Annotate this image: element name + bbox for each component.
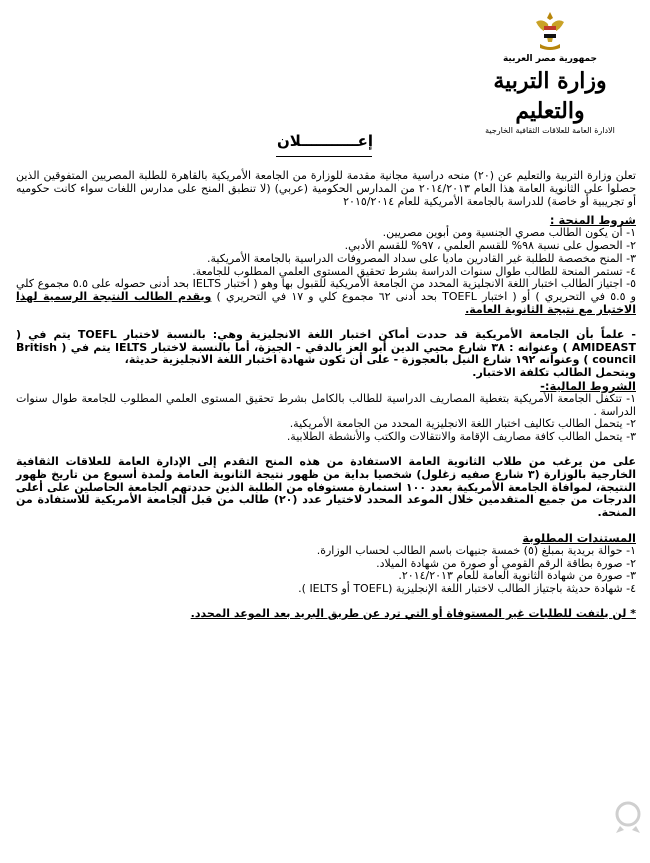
documents-heading: المستندات المطلوبة	[522, 530, 636, 545]
condition-item: ٣- المنح مخصصة للطلبة غير القادرين ماديا على سداد المصروفات الدراسية بالجامعة الأمريكية.	[207, 251, 636, 265]
intro-paragraph: تعلن وزارة التربية والتعليم عن (٢٠) منحه دراسية مجانية مقدمة للوزارة من الجامعة الأمريكية بالقاهرة للطلبة المصريين المتفوقين الذين حصلوا على الثانوية العامة هذا العام ٢٠١٤/٢٠١٣ من المدارس الحكومية (عربي) (لا تنطبق المنح على مدارس اللغات سواء كانت حكوميه أو تجريبية أو خاصة) للدراسة بالجامعة الأمريكية للعام ٢٠١٥/٢٠١٤	[16, 169, 637, 208]
condition-item: ٤- تستمر المنحة للطالب طوال سنوات الدراسة بشرط تحقيق المستوى العلمي المطلوب للجامعة.	[192, 264, 636, 278]
announcement-body	[16, 170, 636, 621]
financial-item: ٣- يتحمل الطالب كافة مصاريف الإقامة والانتقالات والكتب والأنشطة الطلابية.	[286, 430, 636, 444]
document-item: ١- حوالة بريدية بمبلغ (٥) خمسة جنيهات باسم الطالب لحساب الوزارة.	[316, 543, 636, 557]
document-item: ٤- شهادة حديثة باجتياز الطالب لاختبار اللغة الإنجليزية (TOEFL أو IELTS ).	[298, 582, 636, 596]
financial-item: ١- تتكفل الجامعة الأمريكية بتغطية المصاريف الدراسية للطالب بالكامل بشرط تحقيق المستوى العلمي المطلوب للجامعة طوال سنوات الدراسة .	[16, 391, 636, 418]
condition-item: ٢- الحصول على نسبة ٩٨% للقسم العلمي ، ٩٧% للقسم الأدبي.	[344, 238, 636, 252]
page-title: إعـــــــــــلان	[277, 132, 373, 150]
condition-item-text: ٥- اجتياز الطالب اختبار اللغة الانجليزية المحدد من الجامعة الأمريكية للقبول بها وهو ( اختبار IELTS بحد أدنى حصوله على ٥.٥ مجموع كلي و ٥.٥ في التحريري ) أو ( اختبار TOEFL بحد أدنى ٦٢ مجموع كلي و ١٧ في التحريري )	[16, 277, 637, 304]
test-cost-notice: ويتحمل الطالب تكلفة الاختبار.	[472, 366, 636, 380]
test-locations-notice: - علماً بأن الجامعة الأمريكية قد حددت أماكن اختبار اللغة الانجليزية وهي: بالنسبة لاختبار TOEFL يتم في ( AMIDEAST ) وعنوانه : ٣٨ شارع محيي الدين أبو العز بالدقي - الجيزة، أما بالنسبة لاختبار IELTS يتم في ( British council ) وعنوانه ١٩٢ شارع النيل بالعجوزة - على أن تكون شهادة اختبار اللغة الانجليزية حديثة،	[16, 327, 636, 367]
condition-item-note: ويقدم الطالب النتيجة الرسمية لهذا الاختبار مع نتيجة الثانوية العامة.	[16, 290, 636, 316]
document-item: ٣- صورة من شهادة الثانوية العامة للعام ٢٠١٤/٢٠١٣.	[398, 569, 636, 583]
condition-item	[16, 278, 636, 316]
department-name: الادارة العامة للعلاقات الثقافية الخارجية	[485, 126, 615, 135]
financial-item: ٢- يتحمل الطالب تكاليف اختبار اللغة الانجليزية المحدد من الجامعة الأمريكية.	[289, 417, 636, 431]
eagle-emblem-icon	[532, 8, 568, 52]
footer-note: * لن يلتفت للطلبات غير المستوفاة أو التي ترد عن طريق البريد بعد الموعد المحدد.	[190, 606, 636, 620]
application-paragraph: على من يرغب من طلاب الثانوية العامة الاستفادة من هذه المنح التقدم إلى الإدارة العامة للعلاقات الثقافية الخارجية بالوزارة (٣ شارع صفيه زغلول) شخصيا بداية من ظهور نتيجة الثانوية العامة ولمدة أسبوع من تاريخ ظهور النتيجة، لموافاة الجامعة الأمريكية بعدد ١٠٠ استمارة مستوفاه من الطلبة الذين حددتهم الجامعة الحاصلين على أعلى الدرجات من جميع المتقدمين خلال الموعد المحدد لاختيار عدد (٢٠) طالب من قبل الجامعة الأمريكية للاستفادة من المنحة.	[16, 454, 636, 520]
ministry-name: وزارة التربية والتعليم	[493, 68, 607, 124]
watermark-icon	[612, 800, 644, 834]
condition-item: ١- أن يكون الطالب مصري الجنسية ومن أبوين مصريين.	[382, 226, 636, 240]
title-underline	[276, 156, 372, 157]
financial-heading: الشروط المالية:-	[540, 378, 636, 393]
country-name: جمهورية مصر العربية	[502, 54, 598, 64]
document-item: ٢- صورة بطاقة الرقم القومي أو صورة من شهادة الميلاد.	[376, 556, 636, 570]
conditions-heading: شروط المنحة :	[549, 213, 636, 228]
ministry-header	[455, 8, 645, 135]
